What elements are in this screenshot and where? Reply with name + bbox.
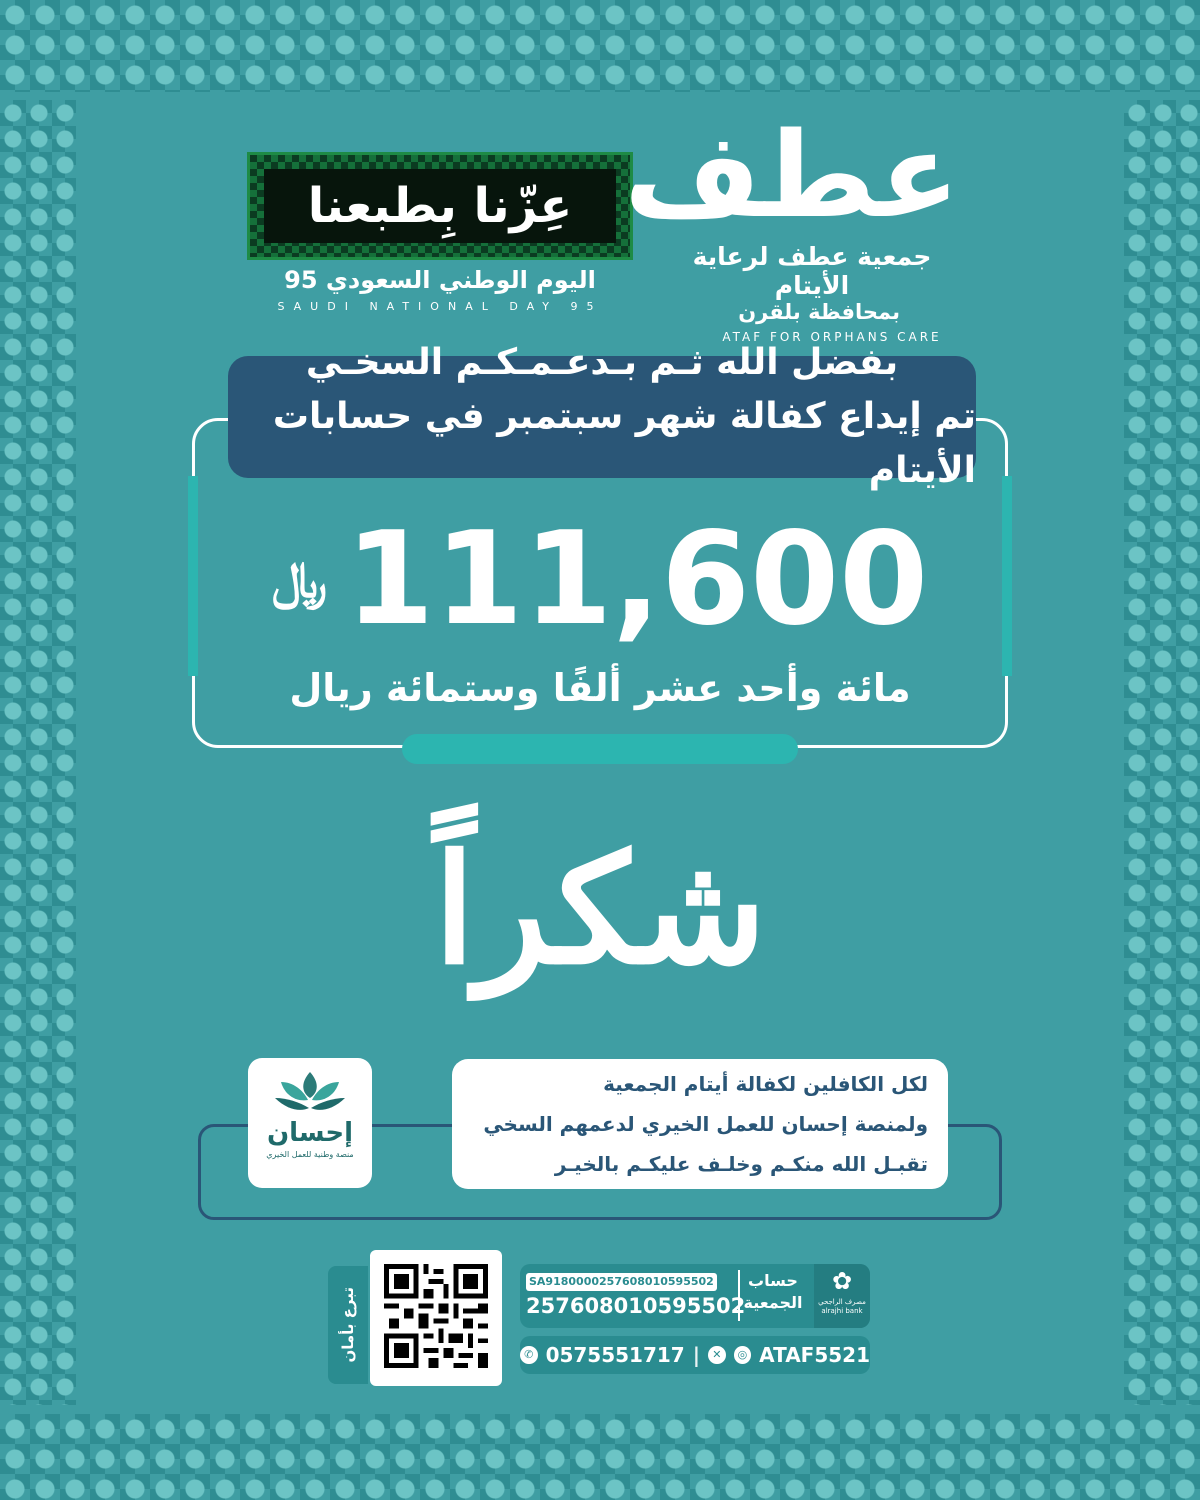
- account-label-line-1: حساب: [748, 1271, 798, 1290]
- separator: |: [692, 1343, 701, 1367]
- donation-qr-code[interactable]: [370, 1250, 502, 1386]
- donate-safely-tag: [328, 1266, 368, 1384]
- ihsan-logo: [248, 1058, 372, 1188]
- bank-name-ar: مصرف الراجحي: [818, 1298, 866, 1306]
- pattern-frame-bottom: [0, 1414, 1200, 1500]
- phone-number[interactable]: 0575551717: [545, 1343, 685, 1367]
- bank-name-en: alrajhi bank: [821, 1307, 863, 1315]
- headline-line-2: تم إيداع كفالة شهر سبتمبر في حسابات الأيتام: [272, 396, 976, 491]
- org-region: بمحافظة بلقرن: [738, 300, 900, 324]
- accent-pill: [402, 734, 798, 764]
- bank-account-box: [520, 1264, 870, 1328]
- amount-in-words: مائة وأحد عشر ألفًا وستمائة ريال: [289, 666, 911, 710]
- ihsan-name: إحسان: [266, 1118, 354, 1148]
- whatsapp-icon: ✆: [520, 1346, 538, 1364]
- ihsan-leaves-icon: [248, 1068, 372, 1118]
- org-name-en: ATAF FOR ORPHANS CARE: [722, 330, 942, 344]
- frame-accent-left: [188, 476, 198, 676]
- account-label: [738, 1270, 808, 1314]
- ataf-logo-mark: عطف: [623, 106, 960, 244]
- qr-code-icon: [384, 1264, 488, 1368]
- thanks-line-3: تقبـل الله منكـم وخلـف عليكـم بالخيـر: [554, 1152, 928, 1176]
- bank-logo: [814, 1264, 870, 1328]
- pattern-frame-top: [0, 0, 1200, 92]
- x-icon[interactable]: ✕: [708, 1346, 726, 1364]
- account-label-line-2: الجمعية: [743, 1293, 803, 1312]
- amount-display: [271, 500, 929, 660]
- account-numbers: [526, 1270, 746, 1321]
- national-day-logo: [247, 152, 633, 313]
- frame-accent-right: [1002, 476, 1012, 676]
- national-day-slogan: عِزّنا بِطبعنا: [307, 178, 573, 234]
- pattern-frame-right: [1124, 100, 1200, 1405]
- national-day-title-ar: اليوم الوطني السعودي 95: [284, 266, 596, 294]
- pattern-frame-left: [0, 100, 76, 1405]
- thanks-line-2: ولمنصة إحسان للعمل الخيري لدعمهم السخي: [483, 1112, 928, 1136]
- amount-value: 111,600: [345, 505, 929, 654]
- national-day-badge: [247, 152, 633, 260]
- social-handle[interactable]: ATAF5521: [759, 1343, 870, 1367]
- org-name: جمعية عطف لرعاية الأيتام: [692, 242, 932, 300]
- account-number[interactable]: 257608010595502: [526, 1294, 746, 1318]
- ihsan-subtitle: منصة وطنية للعمل الخيري: [266, 1150, 354, 1159]
- thanks-card: [452, 1059, 948, 1189]
- contact-box: [520, 1336, 870, 1374]
- thanks-line-1: لكل الكافلين لكفالة أيتام الجمعية: [603, 1072, 928, 1096]
- donate-safely-label: تبرع بأمان: [339, 1287, 357, 1363]
- ataf-logo: [623, 106, 960, 344]
- national-day-title-en: SAUDI NATIONAL DAY 95: [277, 300, 603, 313]
- alrajhi-bank-icon: ✿: [831, 1267, 853, 1295]
- headline-box: [228, 342, 976, 491]
- instagram-icon[interactable]: ◎: [734, 1346, 752, 1364]
- iban-number[interactable]: SA9180000257608010595502: [526, 1273, 717, 1291]
- headline-line-1: بفضل الله ثـم بـدعـمـكـم السخـي: [305, 342, 899, 383]
- thanks-calligraphy: شكراً: [433, 822, 767, 998]
- riyal-symbol: ﷼: [271, 551, 328, 609]
